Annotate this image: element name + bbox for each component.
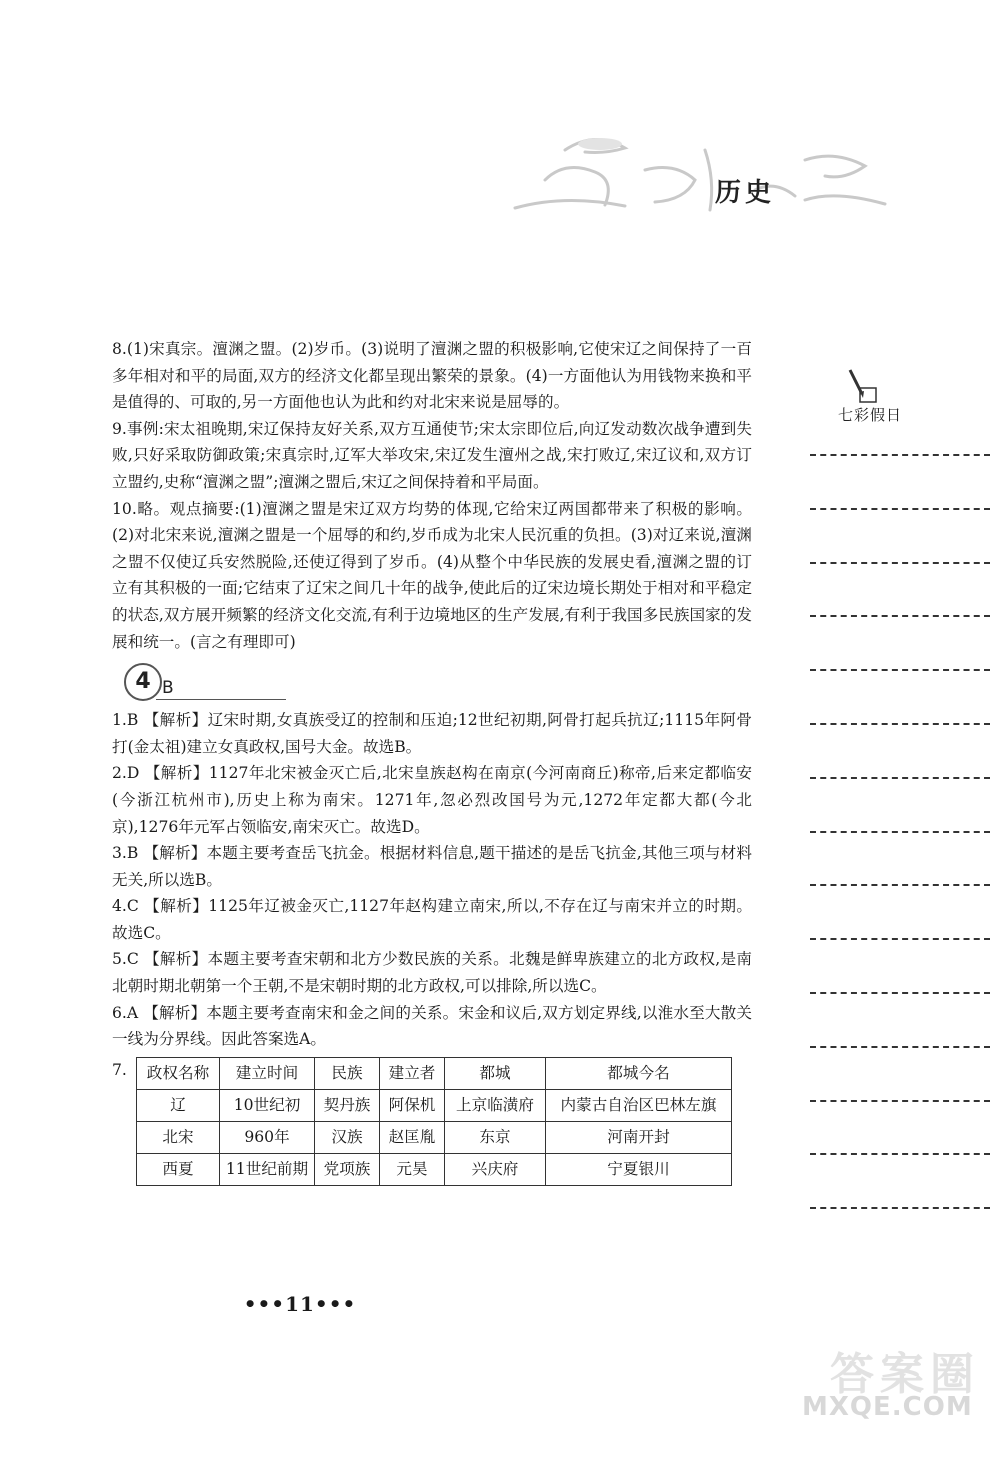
table-header-cell: 都城今名	[546, 1057, 732, 1089]
table-cell: 北宋	[137, 1121, 220, 1153]
table-cell: 东京	[445, 1121, 546, 1153]
answer-b7	[112, 1055, 752, 1191]
note-line	[810, 615, 990, 617]
table-row	[137, 1089, 732, 1121]
answer-9: 9.事例:宋太祖晚期,宋辽保持友好关系,双方互通使节;宋太宗即位后,向辽发动数次战争遭到失败,只好采取防御政策;宋真宗时,辽军大举攻宋,宋辽发生澶州之战,宋打败辽,宋辽议和,双方订立盟约,史称“澶渊之盟”;澶渊之盟后,宋辽之间保持着和平局面。	[112, 419, 752, 491]
table-cell: 西夏	[137, 1153, 220, 1185]
table-header-cell: 建立者	[380, 1057, 445, 1089]
table-cell: 契丹族	[315, 1089, 380, 1121]
table-cell: 960年	[220, 1121, 315, 1153]
answer-b1: 1.B 【解析】辽宋时期,女真族受辽的控制和压迫;12世纪初期,阿骨打起兵抗辽;1115年阿骨打(金太祖)建立女真政权,国号大金。故选B。	[112, 711, 752, 756]
table-row	[137, 1121, 732, 1153]
page-number: •••11•••	[243, 1292, 357, 1316]
table-cell: 党项族	[315, 1153, 380, 1185]
section-number-badge: 4	[124, 663, 162, 701]
note-line	[810, 1153, 990, 1155]
table-cell: 兴庆府	[445, 1153, 546, 1185]
note-line	[810, 1046, 990, 1048]
watermark-logo: 答案圈	[830, 1349, 980, 1400]
answer-b4: 4.C 【解析】1125年辽被金灭亡,1127年赵构建立南宋,所以,不存在辽与南宋并立的时期。故选C。	[112, 897, 752, 942]
answer-8: 8.(1)宋真宗。澶渊之盟。(2)岁币。(3)说明了澶渊之盟的积极影响,它使宋辽之间保持了一百多年相对和平的局面,双方的经济文化都呈现出繁荣的景象。(4)一方面他认为用钱物来换和平是值得的、可取的,另一方面他也认为此和约对北宋来说是屈辱的。	[112, 340, 752, 412]
table-header-cell: 都城	[445, 1057, 546, 1089]
answer-content	[112, 336, 752, 1191]
note-line	[810, 562, 990, 564]
note-line	[810, 508, 990, 510]
section-letter: B	[162, 678, 174, 699]
note-line	[810, 831, 990, 833]
watermark-url: MXQE.COM	[802, 1392, 973, 1422]
table-cell: 赵匡胤	[380, 1121, 445, 1153]
table-cell: 阿保机	[380, 1089, 445, 1121]
note-line	[810, 669, 990, 671]
note-line	[810, 1100, 990, 1102]
pencil-note-icon	[846, 368, 882, 408]
note-lines	[810, 454, 990, 1261]
table-cell: 内蒙古自治区巴林左旗	[546, 1089, 732, 1121]
answer-b2: 2.D 【解析】1127年北宋被金灭亡后,北宋皇族赵构在南京(今河南商丘)称帝,后来定都临安(今浙江杭州市),历史上称为南宋。1271年,忽必烈改国号为元,1272年定都大都(今北京),1276年元军占领临安,南宋灭亡。故选D。	[112, 764, 752, 836]
header-decoration	[505, 110, 895, 240]
note-line	[810, 723, 990, 725]
table-row	[137, 1153, 732, 1185]
note-line	[810, 777, 990, 779]
table-header-row	[137, 1057, 732, 1089]
note-line	[810, 992, 990, 994]
table-header-cell: 政权名称	[137, 1057, 220, 1089]
answer-b5: 5.C 【解析】本题主要考查宋朝和北方少数民族的关系。北魏是鲜卑族建立的北方政权,是南北朝时期北朝第一个王朝,不是宋朝时期的北方政权,可以排除,所以选C。	[112, 950, 752, 996]
table-cell: 汉族	[315, 1121, 380, 1153]
regimes-table	[136, 1057, 732, 1186]
answer-b6: 6.A 【解析】本题主要考查南宋和金之间的关系。宋金和议后,双方划定界线,以淮水至大散关一线为分界线。因此答案选A。	[112, 1003, 752, 1049]
subject-title: 历史	[715, 178, 776, 208]
table-header-cell: 建立时间	[220, 1057, 315, 1089]
note-line	[810, 884, 990, 886]
table-cell: 10世纪初	[220, 1089, 315, 1121]
note-line	[810, 938, 990, 940]
answer-b3: 3.B 【解析】本题主要考查岳飞抗金。根据材料信息,题干描述的是岳飞抗金,其他三项与材料无关,所以选B。	[112, 844, 752, 889]
table-cell: 11世纪前期	[220, 1153, 315, 1185]
section-header	[112, 661, 752, 703]
table-cell: 河南开封	[546, 1121, 732, 1153]
sidebar-title: 七彩假日	[838, 406, 903, 424]
table-cell: 辽	[137, 1089, 220, 1121]
table-cell: 宁夏银川	[546, 1153, 732, 1185]
note-line	[810, 454, 990, 456]
note-line	[810, 1207, 990, 1209]
table-question-number: 7.	[112, 1060, 127, 1079]
section-underline	[156, 699, 286, 700]
table-header-cell: 民族	[315, 1057, 380, 1089]
table-cell: 元昊	[380, 1153, 445, 1185]
answer-10: 10.略。观点摘要:(1)澶渊之盟是宋辽双方均势的体现,它给宋辽两国都带来了积极的影响。(2)对北宋来说,澶渊之盟是一个屈辱的和约,岁币成为北宋人民沉重的负担。(3)对辽来说,澶渊之盟不仅使辽兵安然脱险,还使辽得到了岁币。(4)从整个中华民族的发展史看,澶渊之盟的订立有其积极的一面;它结束了辽宋之间几十年的战争,使此后的辽宋边境长期处于相对和平稳定的状态,双方展开频繁的经济文化交流,有利于边境地区的生产发展,有利于我国多民族国家的发展和统一。(言之有理即可)	[112, 499, 752, 651]
table-cell: 上京临潢府	[445, 1089, 546, 1121]
